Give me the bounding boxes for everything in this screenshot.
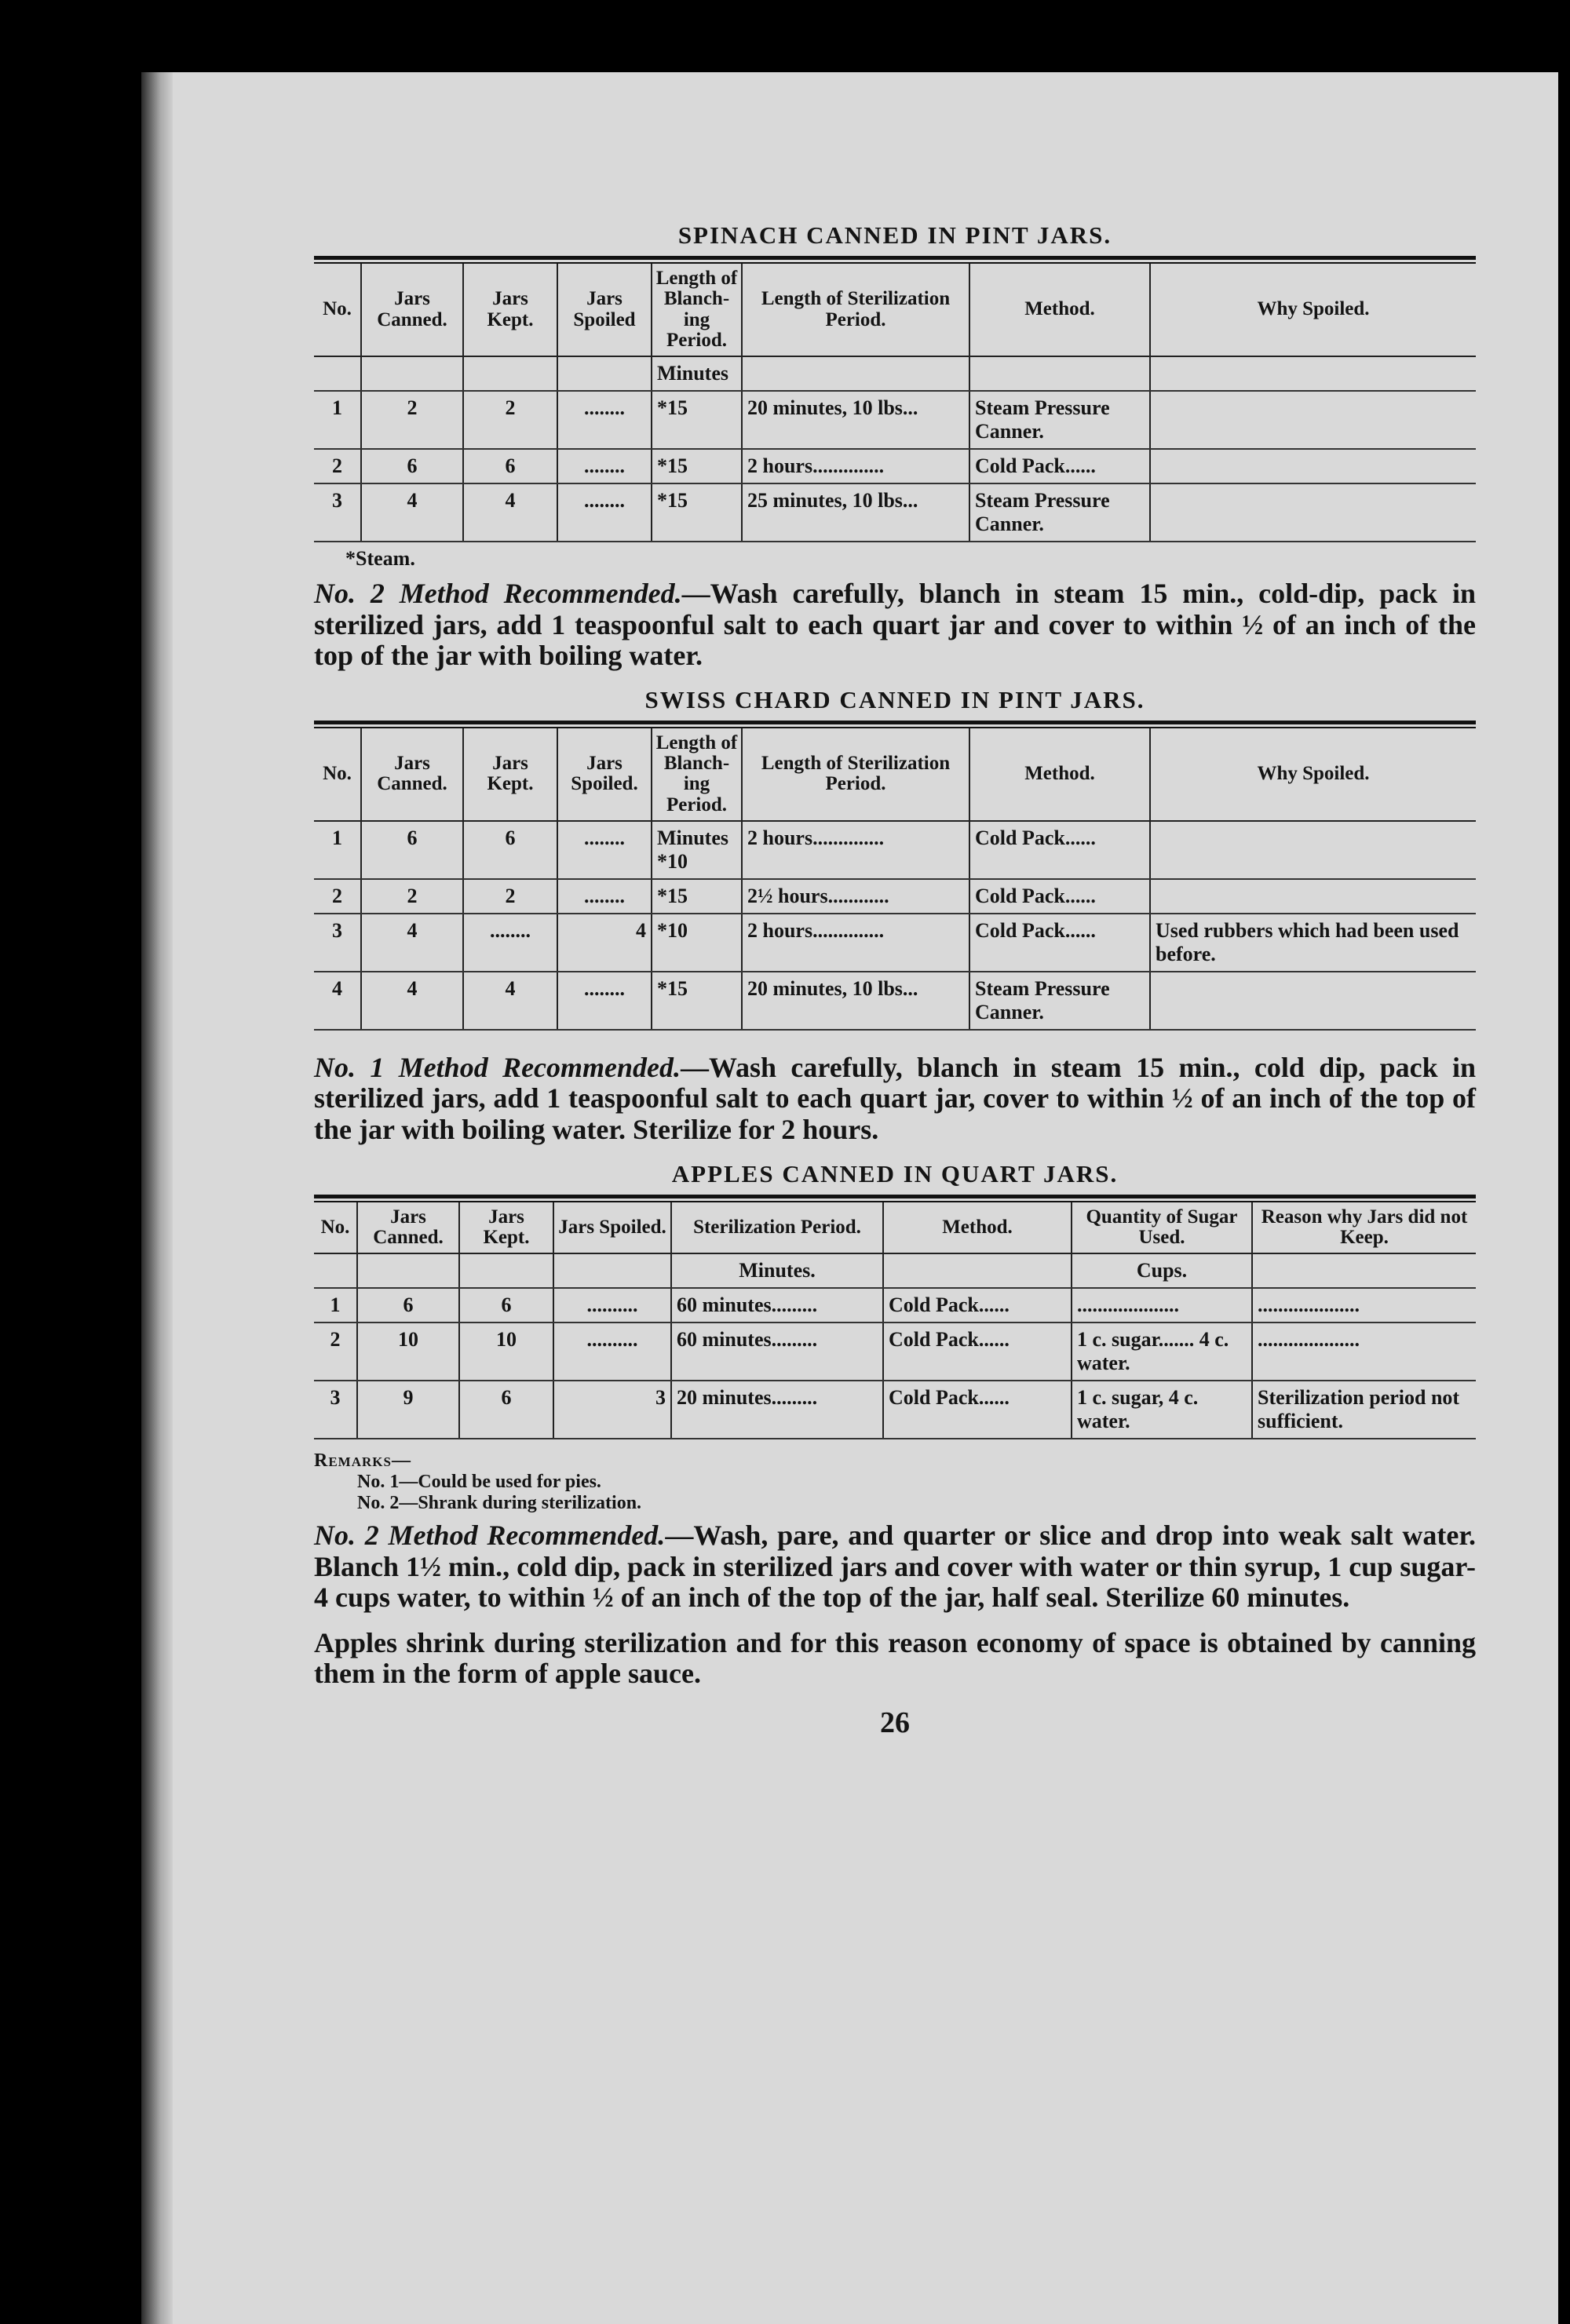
cell-method: Steam Pressure Canner. [969,972,1150,1030]
cell-why: Used rubbers which had been used before. [1150,914,1476,972]
page-number: 26 [880,1706,910,1740]
spacer [314,1031,1476,1053]
recommendation-label: No. 1 Method Recommended. [314,1051,681,1083]
cell-no: 3 [314,1381,357,1439]
footnote: *Steam. [345,547,415,570]
rule [314,721,1476,724]
header-jars-spoiled: Jars Spoiled. [553,1202,671,1254]
header-jars-canned: Jars Canned. [361,264,463,356]
header-no: No. [314,728,361,821]
header-method: Method. [969,264,1150,356]
cell-no: 3 [314,914,361,972]
header-sugar: Quantity of Sugar Used. [1072,1202,1252,1254]
apples-closing-paragraph: Apples shrink during sterilization and for this reason economy of space is obtained by canning them in the form of apple sauce. [314,1626,1476,1690]
cell-method: Steam Pressure Canner. [969,483,1150,542]
cell-spoiled: ........ [557,391,652,449]
cell-canned: 10 [357,1323,459,1381]
cell-reason: .................... [1252,1288,1476,1323]
cell-method: Cold Pack...... [883,1323,1072,1381]
recommendation-label: No. 2 Method Recommended. [314,578,682,609]
rule [314,1195,1476,1198]
header-no: No. [314,264,361,356]
cell-canned: 6 [357,1288,459,1323]
table-row [314,972,1476,1030]
cell-spoiled: ........ [557,821,652,879]
cell-blanch: *15 [652,879,742,914]
cell-no: 2 [314,449,361,483]
cell-canned: 4 [361,972,463,1030]
table-row [314,1288,1476,1323]
cell-kept: ........ [463,914,557,972]
cell-steril: 25 minutes, 10 lbs... [742,483,969,542]
cell-no: 2 [314,879,361,914]
cell-reason: Sterilization period not sufficient. [1252,1381,1476,1439]
table-row [314,879,1476,914]
spinach-table-title: SPINACH CANNED IN PINT JARS. [677,221,1112,249]
cell-steril: 2 hours.............. [742,821,969,879]
table-row [314,1253,1476,1288]
cell-blanch: *15 [652,449,742,483]
cell-no: 1 [314,391,361,449]
apples-table-title: APPLES CANNED IN QUART JARS. [671,1159,1119,1188]
cell-no: 1 [314,821,361,879]
header-jars-kept: Jars Kept. [463,264,557,356]
header-jars-kept: Jars Kept. [459,1202,553,1254]
table-row [314,1323,1476,1381]
cell-canned: 2 [361,391,463,449]
header-blanching: Length of Blanch-ing Period. [652,264,742,356]
cell-spoiled: 4 [557,914,652,972]
table-row [314,483,1476,542]
header-sterilization: Length of Sterilization Period. [742,264,969,356]
table-row [314,356,1476,391]
remark-line: No. 2—Shrank during sterilization. [357,1493,642,1514]
table-row [314,914,1476,972]
remarks-label: Remarks— [314,1450,411,1472]
table-row [314,391,1476,449]
cell-method: Cold Pack...... [969,914,1150,972]
remark-line: No. 1—Could be used for pies. [357,1472,601,1493]
cell-spoiled: ........ [557,879,652,914]
chard-recommendation [314,1053,1476,1146]
unit-label: Minutes [657,826,728,849]
cell-sugar: 1 c. sugar....... 4 c. water. [1072,1323,1252,1381]
cell-method: Cold Pack...... [969,821,1150,879]
cell-canned: 6 [361,821,463,879]
apples-recommendation [314,1520,1476,1614]
header-sterilization: Sterilization Period. [671,1202,883,1254]
cell-blanch: *15 [652,972,742,1030]
cell-why [1150,821,1476,879]
cell-kept: 2 [463,879,557,914]
apples-table [314,1202,1476,1440]
cell-kept: 10 [459,1323,553,1381]
header-why-spoiled: Why Spoiled. [1150,264,1476,356]
cell-sugar: .................... [1072,1288,1252,1323]
cell-why [1150,391,1476,449]
header-method: Method. [969,728,1150,821]
unit-label: Cups. [1072,1253,1252,1288]
remarks [314,1450,1476,1514]
cell-reason: .................... [1252,1323,1476,1381]
cell-method: Steam Pressure Canner. [969,391,1150,449]
cell-canned: 4 [361,483,463,542]
cell-kept: 4 [463,972,557,1030]
page-binding-edge [141,72,173,2324]
chard-table-title: SWISS CHARD CANNED IN PINT JARS. [644,685,1145,713]
cell-sugar: 1 c. sugar, 4 c. water. [1072,1381,1252,1439]
cell-canned: 9 [357,1381,459,1439]
cell-steril: 20 minutes, 10 lbs... [742,391,969,449]
unit-label: Minutes [652,356,742,391]
page-content [314,221,1476,1740]
header-jars-kept: Jars Kept. [463,728,557,821]
cell-spoiled: ........ [557,972,652,1030]
book-page [141,72,1558,2324]
cell-no: 3 [314,483,361,542]
cell-canned: 2 [361,879,463,914]
cell-spoiled: .......... [553,1323,671,1381]
cell-method: Cold Pack...... [883,1288,1072,1323]
header-no: No. [314,1202,357,1254]
cell-blanch-value: *10 [657,849,688,873]
cell-kept: 6 [463,821,557,879]
cell-blanch [652,821,742,879]
cell-no: 1 [314,1288,357,1323]
cell-blanch: *15 [652,483,742,542]
cell-kept: 6 [459,1288,553,1323]
cell-method: Cold Pack...... [969,449,1150,483]
cell-steril: 2 hours.............. [742,914,969,972]
cell-canned: 6 [361,449,463,483]
cell-steril: 2 hours.............. [742,449,969,483]
header-reason: Reason why Jars did not Keep. [1252,1202,1476,1254]
cell-kept: 6 [463,449,557,483]
cell-spoiled: ........ [557,449,652,483]
cell-steril: 60 minutes......... [671,1288,883,1323]
cell-spoiled: .......... [553,1288,671,1323]
recommendation-text: —Wash, pare, and quarter or slice and drop into weak salt water. Blanch 1½ min., cold dip, pack in sterilized jars and cover with water or thin syrup, 1 cup sugar-4 cups water, to within ½ of an inch of the top of the jar, half seal. Sterilize 60 minutes. [314,1520,1476,1614]
recommendation-text: —Wash carefully, blanch in steam 15 min., cold dip, pack in sterilized jars, add 1 teaspoonful salt to each quart jar, cover to within ½ of an inch of the top of the jar with boiling water. Sterilize for 2 hours. [314,1051,1476,1145]
cell-method: Cold Pack...... [969,879,1150,914]
header-sterilization: Length of Sterilization Period. [742,728,969,821]
cell-kept: 4 [463,483,557,542]
cell-steril: 20 minutes, 10 lbs... [742,972,969,1030]
cell-steril: 2½ hours............ [742,879,969,914]
header-blanching: Length of Blanch-ing Period. [652,728,742,821]
spinach-table [314,264,1476,542]
cell-spoiled: 3 [553,1381,671,1439]
cell-no: 2 [314,1323,357,1381]
header-jars-spoiled: Jars Spoiled. [557,728,652,821]
header-method: Method. [883,1202,1072,1254]
cell-canned: 4 [361,914,463,972]
cell-blanch: *15 [652,391,742,449]
header-jars-canned: Jars Canned. [357,1202,459,1254]
header-jars-spoiled: Jars Spoiled [557,264,652,356]
header-jars-canned: Jars Canned. [361,728,463,821]
cell-spoiled: ........ [557,483,652,542]
table-row [314,1381,1476,1439]
table-row [314,449,1476,483]
chard-table [314,728,1476,1031]
cell-why [1150,879,1476,914]
rule [314,256,1476,260]
recommendation-text: —Wash carefully, blanch in steam 15 min., cold-dip, pack in sterilized jars, add 1 teaspoonful salt to each quart jar and cover to within ½ of an inch of the top of the jar with boiling water. [314,578,1477,672]
spinach-recommendation [314,578,1476,672]
cell-no: 4 [314,972,361,1030]
cell-why [1150,972,1476,1030]
unit-label: Minutes. [671,1253,883,1288]
cell-kept: 6 [459,1381,553,1439]
cell-kept: 2 [463,391,557,449]
cell-why [1150,483,1476,542]
cell-blanch: *10 [652,914,742,972]
cell-steril: 60 minutes......... [671,1323,883,1381]
recommendation-label: No. 2 Method Recommended. [314,1520,666,1552]
cell-steril: 20 minutes......... [671,1381,883,1439]
table-row [314,821,1476,879]
cell-method: Cold Pack...... [883,1381,1072,1439]
cell-why [1150,449,1476,483]
header-why-spoiled: Why Spoiled. [1150,728,1476,821]
